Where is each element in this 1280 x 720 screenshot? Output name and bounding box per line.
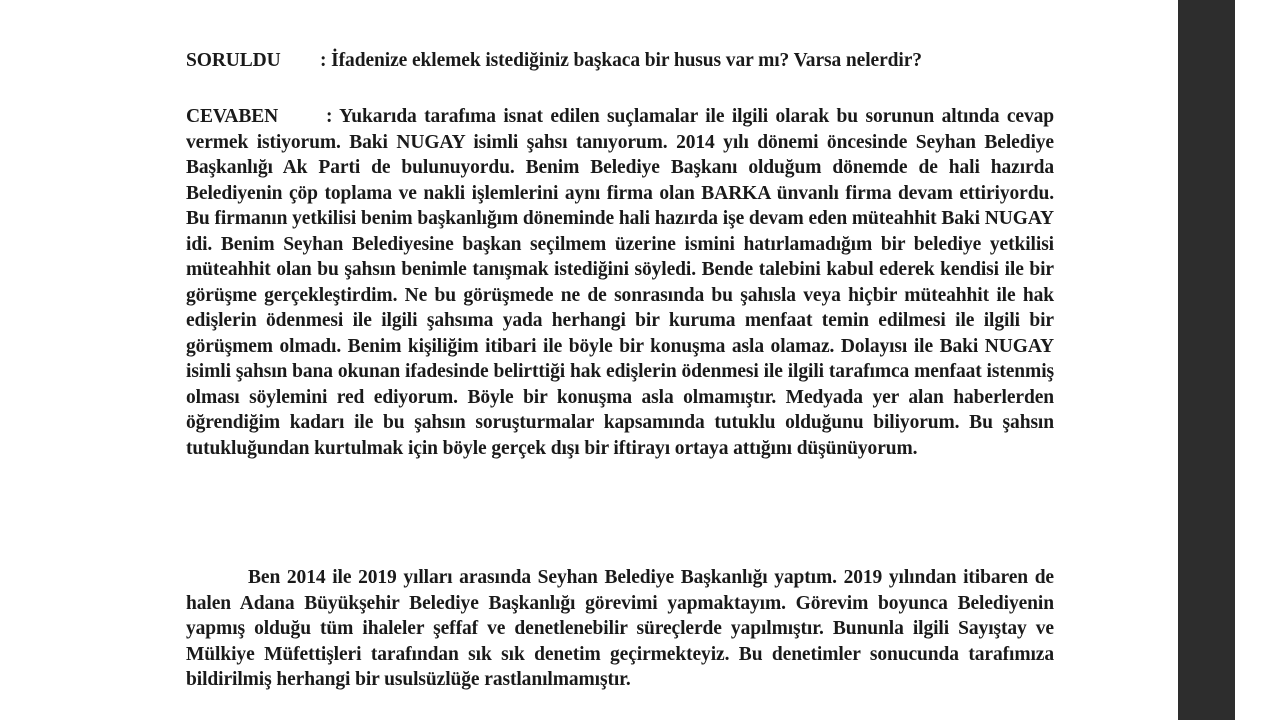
viewer-side-bar: [1178, 0, 1235, 720]
answer-paragraph-1: [186, 104, 1054, 461]
question-line: [186, 48, 922, 74]
question-text: : İfadenize eklemek istediğiniz başkaca bir husus var mı? Varsa nelerdir?: [320, 50, 922, 71]
viewer-margin: [1235, 0, 1280, 720]
answer-paragraph-2: Ben 2014 ile 2019 yılları arasında Seyhan Belediye Başkanlığı yaptım. 2019 yılından itibaren de halen Adana Büyükşehir Belediye Başkanlığı görevimi yapmaktayım. Görevim boyunca Belediyenin yapmış olduğu tüm ihaleler şeffaf ve denetlenebilir süreçlerde yapılmıştır. Bununla ilgili Sayıştay ve Mülkiye Müfettişleri tarafından sık sık denetim geçirmekteyiz. Bu denetimler sonucunda tarafımıza bildirilmiş herhangi bir usulsüzlüğe rastlanılmamıştır.: [186, 567, 1054, 690]
question-label: SORULDU: [186, 50, 281, 71]
answer-label: CEVABEN: [186, 106, 279, 127]
answer-paragraph-1-text: : Yukarıda tarafıma isnat edilen suçlamalar ile ilgili olarak bu sorunun altında cevap vermek istiyorum. Baki NUGAY isimli şahsı tanıyorum. 2014 yılı dönemi öncesinde Seyhan Belediye Başkanlığı Ak Parti de bulunuyordu. Benim Belediye Başkanı olduğum dönemde de hali hazırda Belediyenin çöp toplama ve nakli işlemlerini aynı firma olan BARKA ünvanlı firma devam ettiriyordu. Bu firmanın yetkilisi benim başkanlığım döneminde hali hazırda işe devam eden müteahhit Baki NUGAY idi. Benim Seyhan Belediyesine başkan seçilmem üzerine ismini hatırlamadığım bir belediye yetkilisi müteahhit olan bu şahsın benimle tanışmak istediğini söyledi. Bende talebini kabul ederek kendisi ile bir görüşme gerçekleştirdim. Ne bu görüşmede ne de sonrasında bu şahısla veya hiçbir müteahhit ile hak edişlerin ödenmesi ile ilgili şahsıma yada herhangi bir kuruma menfaat temin edilmesi ile ilgili bir görüşmem olmadı. Benim kişiliğim itibari ile böyle bir konuşma asla olamaz. Dolayısı ile Baki NUGAY isimli şahsın bana okunan ifadesinde belirttiği hak edişlerin ödenmesi ile ilgili tarafımca menfaat istenmiş olması söylemini red ediyorum. Böyle bir konuşma asla olmamıştır. Medyada yer alan haberlerden öğrendiğim kadarı ile bu şahsın soruşturmalar kapsamında tutuklu olduğunu biliyorum. Bu şahsın tutukluğundan kurtulmak için böyle gerçek dışı bir iftirayı ortaya attığını düşünüyorum.: [186, 106, 1054, 459]
